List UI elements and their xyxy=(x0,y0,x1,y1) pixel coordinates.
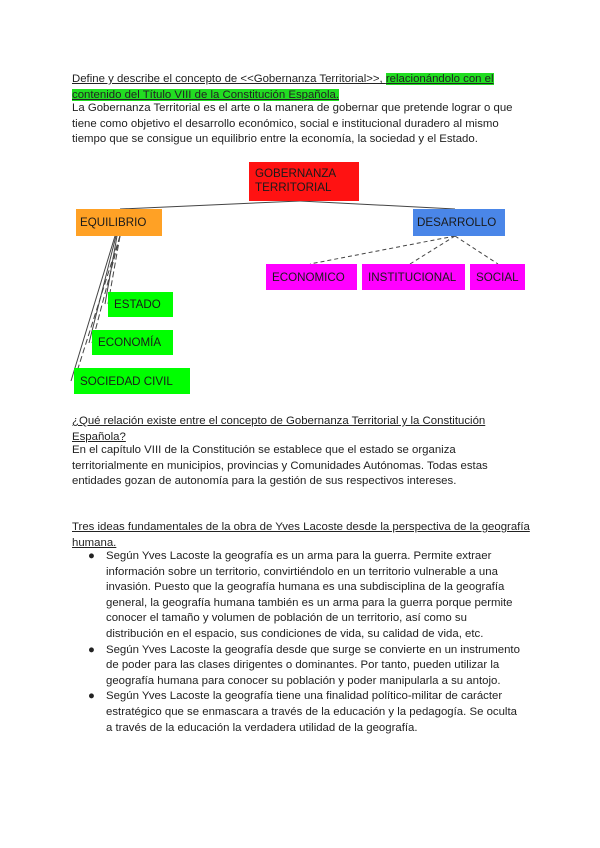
node-gobernanza-territorial xyxy=(249,162,359,201)
connector-equilibrio-economia xyxy=(92,236,120,343)
node-desarrollo: DESARROLLO xyxy=(413,209,505,236)
list-item xyxy=(86,689,526,736)
question-3 xyxy=(72,520,532,551)
question-3-line-1: Tres ideas fundamentales de la obra de Yves Lacoste desde la perspectiva de la geografía xyxy=(72,521,530,533)
question-1-highlight-2: contenido del Título VIII de la Constitución Española. xyxy=(72,88,340,101)
question-1-highlight-1: relacionándolo con el xyxy=(385,73,494,85)
question-1-text: Define y describe el concepto de <<Gobernanza Territorial>>, xyxy=(72,73,386,85)
question-2-line-2: Española? xyxy=(72,430,126,443)
list-item xyxy=(86,549,526,643)
list-item-text: Según Yves Lacoste la geografía tiene una finalidad político-militar de carácter estratégico que se enmascara a través de la educación y la pedagogía. Se oculta a través de la educación la verdadera utilidad de la geografía. xyxy=(106,690,517,734)
connector-root-desarrollo xyxy=(300,201,455,209)
bullet-icon: ● xyxy=(88,690,95,703)
node-sociedad-civil: SOCIEDAD CIVIL xyxy=(74,368,190,394)
list-item-text: Según Yves Lacoste la geografía desde que surge se convierte en un instrumento de poder para las clases dirigentes o dominantes. Por tanto, pueden utilizar la geografía humana para conocer su población y poder manipularla a su antojo. xyxy=(106,643,520,687)
node-institucional: INSTITUCIONAL xyxy=(362,264,465,290)
node-economia: ECONOMÍA xyxy=(92,330,173,355)
lacoste-ideas-list xyxy=(86,549,526,736)
node-economico: ECONOMICO xyxy=(266,264,357,290)
node-social: SOCIAL xyxy=(470,264,525,290)
node-equilibrio: EQUILIBRIO xyxy=(76,209,162,236)
connector-desarrollo-economico xyxy=(310,236,455,264)
answer-1: La Gobernanza Territorial es el arte o la manera de gobernar que pretende lograr o que tiene como objetivo el desarrollo económico, social e institucional duradero al mismo tiempo que se consigue un equilibrio entre la economía, la sociedad y el Estado. xyxy=(72,102,513,145)
list-item xyxy=(86,643,526,690)
list-item-text: Según Yves Lacoste la geografía es un arma para la guerra. Permite extraer información sobre un territorio, convirtiéndolo en un territorio vulnerable a una invasión. Puesto que la geografía humana es una subdisciplina de la geografía general, la geografía humana también es un arma para la guerra porque permite conocer el tamaño y volumen de población de un territorio, así como su distribución en el espacio, sus condiciones de vida, su calidad de vida, etc. xyxy=(106,550,513,640)
connector-desarrollo-social xyxy=(455,236,498,264)
node-root-line-2: TERRITORIAL xyxy=(255,181,332,194)
node-root-line-1: GOBERNANZA xyxy=(255,167,337,180)
question-2-line-1: ¿Qué relación existe entre el concepto de Gobernanza Territorial y la Constitución xyxy=(72,415,486,427)
bullet-icon: ● xyxy=(88,643,95,656)
connector-root-equilibrio xyxy=(120,201,300,209)
question-2 xyxy=(72,414,527,445)
node-estado: ESTADO xyxy=(108,292,173,317)
answer-2: En el capítulo VIII de la Constitución se establece que el estado se organiza territorialmente en municipios, provincias y Comunidades Autónomas. Todas estas entidades gozan de autonomía para la gestión de sus respectivos intereses. xyxy=(72,444,488,487)
bullet-icon: ● xyxy=(88,550,95,562)
question-3-line-2: humana. xyxy=(72,536,117,549)
